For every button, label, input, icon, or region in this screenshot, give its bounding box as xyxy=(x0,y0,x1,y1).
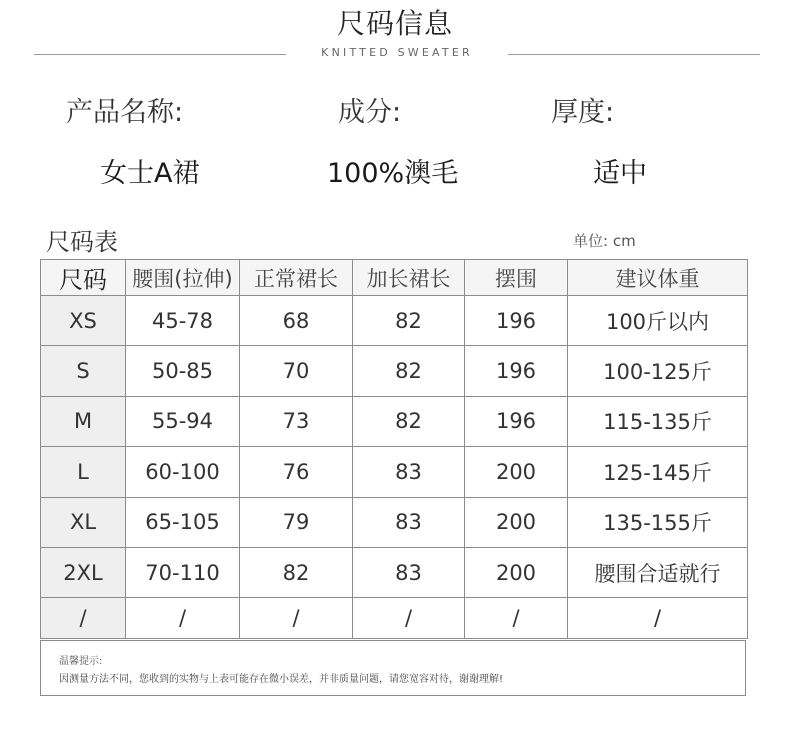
table-row xyxy=(41,346,748,396)
product-name-value: 女士A裙 xyxy=(100,158,200,189)
table-cell: 196 xyxy=(465,346,568,396)
table-row xyxy=(41,547,748,597)
notice-title: 温馨提示: xyxy=(59,656,103,667)
material-value: 100%澳毛 xyxy=(327,158,459,189)
table-cell: 45-78 xyxy=(126,296,240,346)
divider-left xyxy=(34,54,286,55)
table-cell: 腰围合适就行 xyxy=(568,547,748,597)
table-cell: 50-85 xyxy=(126,346,240,396)
table-cell: 65-105 xyxy=(126,497,240,547)
table-cell: / xyxy=(568,598,748,639)
table-cell: 70 xyxy=(240,346,353,396)
table-cell: 68 xyxy=(240,296,353,346)
table-cell: 70-110 xyxy=(126,547,240,597)
table-cell: / xyxy=(126,598,240,639)
table-cell: 73 xyxy=(240,396,353,446)
table-row xyxy=(41,296,748,346)
page-title: 尺码信息 xyxy=(336,7,453,40)
size-cell: 2XL xyxy=(41,547,126,597)
column-header: 建议体重 xyxy=(568,260,748,296)
size-cell: XS xyxy=(41,296,126,346)
table-cell: 55-94 xyxy=(126,396,240,446)
subtitle: KNITTED SWEATER xyxy=(321,46,473,59)
table-row xyxy=(41,447,748,497)
column-header: 加长裙长 xyxy=(353,260,465,296)
divider-right xyxy=(508,54,760,55)
size-table xyxy=(40,259,748,639)
table-cell: 200 xyxy=(465,497,568,547)
size-table-heading: 尺码表 xyxy=(46,228,118,256)
size-cell: XL xyxy=(41,497,126,547)
table-cell: 82 xyxy=(353,346,465,396)
material-label: 成分: xyxy=(338,97,402,128)
product-name-label: 产品名称: xyxy=(66,97,184,128)
table-cell: 83 xyxy=(353,497,465,547)
table-cell: 82 xyxy=(353,396,465,446)
notice-box xyxy=(40,640,746,696)
table-row xyxy=(41,497,748,547)
table-header-row xyxy=(41,260,748,296)
table-cell: 115-135斤 xyxy=(568,396,748,446)
thickness-label: 厚度: xyxy=(551,97,615,128)
thickness-value: 适中 xyxy=(593,158,647,189)
notice-text: 因测量方法不同，您收到的实物与上表可能存在微小误差，并非质量问题，请您宽容对待，谢谢理解! xyxy=(59,674,504,685)
column-header: 正常裙长 xyxy=(240,260,353,296)
column-header: 摆围 xyxy=(465,260,568,296)
unit-label: 单位: cm xyxy=(573,232,636,250)
table-cell: 82 xyxy=(240,547,353,597)
table-cell: / xyxy=(240,598,353,639)
size-cell: L xyxy=(41,447,126,497)
table-cell: 196 xyxy=(465,296,568,346)
size-cell: / xyxy=(41,598,126,639)
table-cell: 135-155斤 xyxy=(568,497,748,547)
table-cell: 200 xyxy=(465,447,568,497)
table-cell: 100-125斤 xyxy=(568,346,748,396)
column-header: 腰围(拉伸) xyxy=(126,260,240,296)
size-cell: S xyxy=(41,346,126,396)
column-header: 尺码 xyxy=(41,260,126,296)
table-cell: 82 xyxy=(353,296,465,346)
table-cell: 60-100 xyxy=(126,447,240,497)
table-cell: 79 xyxy=(240,497,353,547)
table-cell: / xyxy=(353,598,465,639)
table-cell: 125-145斤 xyxy=(568,447,748,497)
table-cell: 76 xyxy=(240,447,353,497)
table-cell: 83 xyxy=(353,547,465,597)
table-cell: 196 xyxy=(465,396,568,446)
table-cell: 100斤以内 xyxy=(568,296,748,346)
table-cell: / xyxy=(465,598,568,639)
table-row xyxy=(41,598,748,639)
table-row xyxy=(41,396,748,446)
table-cell: 83 xyxy=(353,447,465,497)
table-cell: 200 xyxy=(465,547,568,597)
size-cell: M xyxy=(41,396,126,446)
